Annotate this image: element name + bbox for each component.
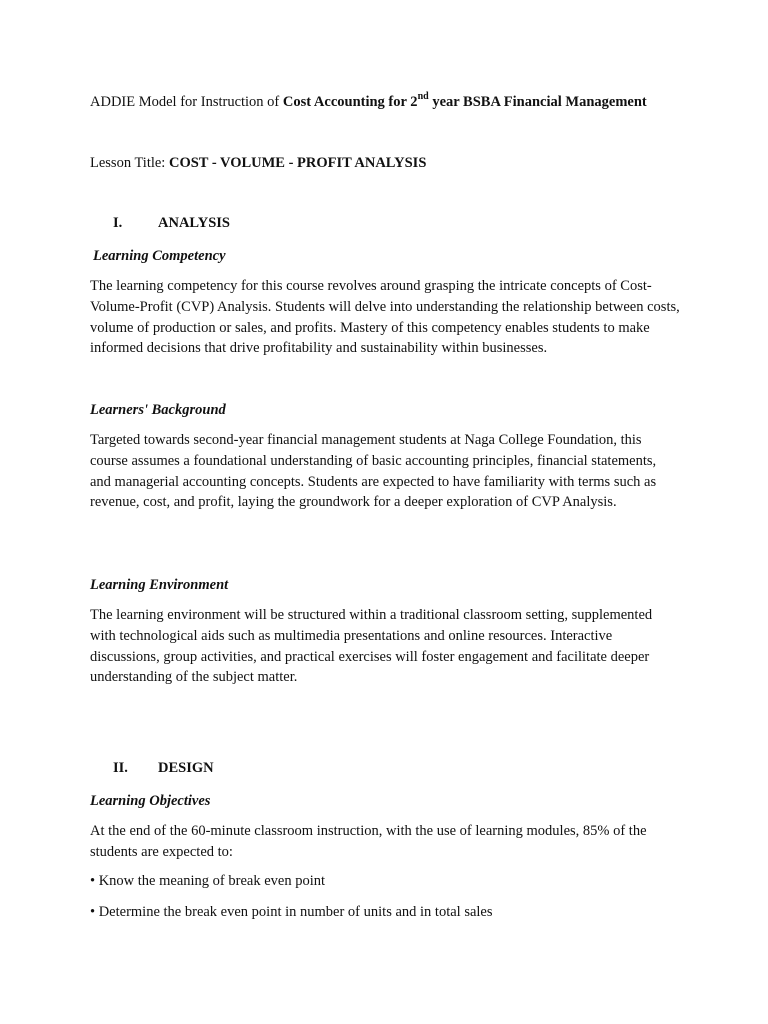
paragraph-learning-environment: The learning environment will be structured within a traditional classroom setting, supplemented with technological aids such as multimedia presentations and online resources. Interactive discussions, group activities, and practical exercises will foster engagement and facilitate deeper understanding of the subject matter. — [90, 607, 653, 686]
lesson-label: Lesson Title: — [90, 155, 169, 171]
subheading-learning-objectives: Learning Objectives — [90, 793, 211, 809]
subheading-learning-environment: Learning Environment — [90, 577, 229, 593]
subheading-learners-background: Learners' Background — [90, 402, 226, 418]
lesson-name: COST - VOLUME - PROFIT ANALYSIS — [168, 155, 427, 171]
paragraph-learning-competency: The learning competency for this course revolves around grasping the intricate concepts of Cost-Volume-Profit (CVP) Analysis. Students will delve into understanding the relationship between costs, volume of production or sales, and profits. Mastery of this competency enables students to make informed decisions that drive profitability and sustainability within businesses. — [90, 278, 680, 357]
title-prefix: ADDIE Model for Instruction of — [90, 94, 283, 110]
paragraph-objectives-intro: At the end of the 60-minute classroom instruction, with the use of learning modules, 85% of the students are expected to: — [90, 823, 647, 860]
course-name-start: Cost Accounting for 2 — [282, 94, 418, 110]
document-title — [90, 92, 647, 113]
objective-bullet-2: • Determine the break even point in number of units and in total sales — [90, 904, 493, 920]
paragraph-learners-background: Targeted towards second-year financial management students at Naga College Foundation, this course assumes a foundational understanding of basic accounting principles, financial statements, and managerial accounting concepts. Students are expected to have familiarity with terms such as revenue, cost, and profit, laying the groundwork for a deeper exploration of CVP Analysis. — [90, 432, 657, 511]
section-numeral-design: II. — [113, 760, 128, 776]
lesson-title — [90, 153, 426, 174]
subheading-learning-competency: Learning Competency — [93, 248, 226, 264]
section-numeral-analysis: I. — [113, 215, 123, 231]
course-name — [282, 91, 647, 110]
course-name-end: year BSBA Financial Management — [428, 94, 647, 110]
objective-bullet-1: • Know the meaning of break even point — [90, 873, 325, 889]
section-title-analysis: ANALYSIS — [158, 215, 230, 231]
section-title-design: DESIGN — [158, 760, 214, 776]
ordinal-suffix: nd — [417, 91, 429, 103]
